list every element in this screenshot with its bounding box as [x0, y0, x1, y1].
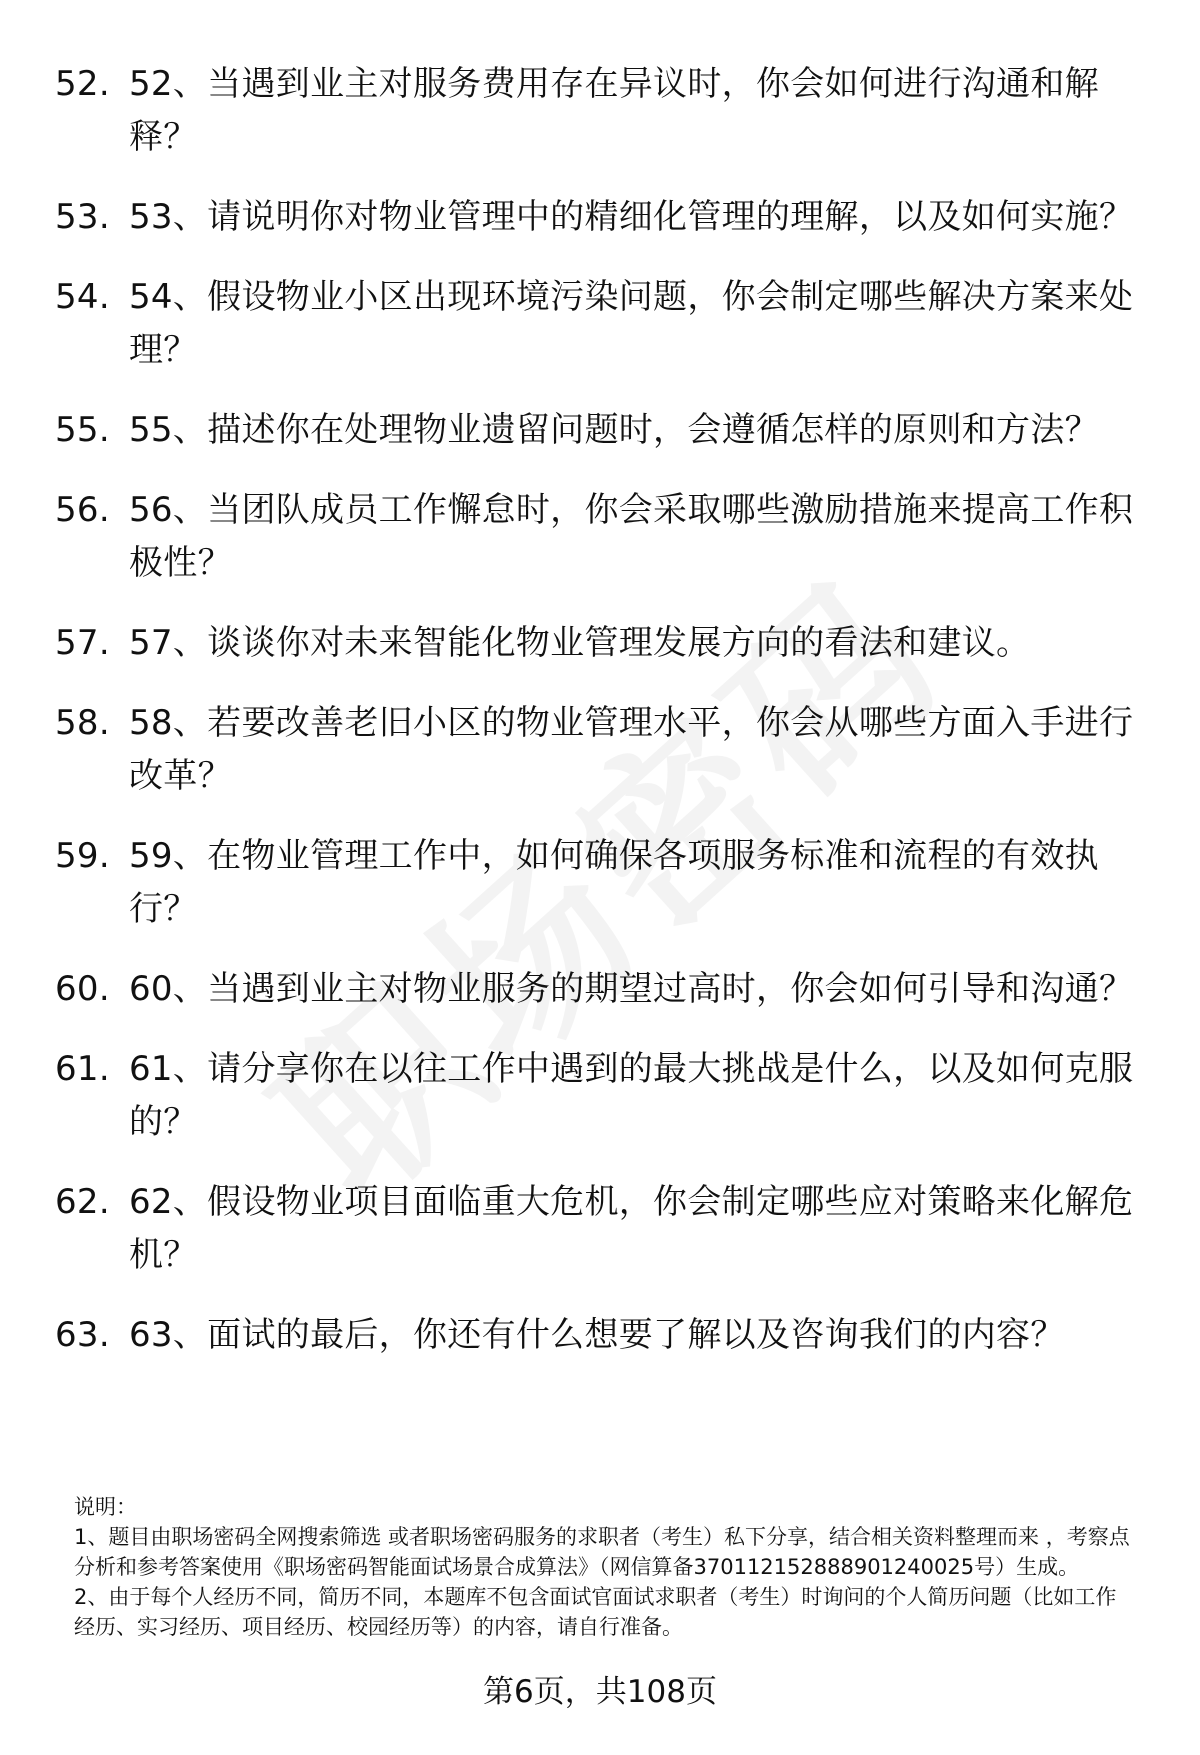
question-item	[55, 617, 1145, 670]
question-text: 63、面试的最后，你还有什么想要了解以及咨询我们的内容？	[129, 1315, 1065, 1355]
question-number: 60.	[55, 969, 110, 1009]
question-list	[55, 58, 1145, 1389]
question-text: 54、假设物业小区出现环境污染问题，你会制定哪些解决方案来处理？	[129, 277, 1134, 370]
question-number: 59.	[55, 836, 110, 876]
question-item	[55, 271, 1145, 377]
question-text: 58、若要改善老旧小区的物业管理水平，你会从哪些方面入手进行改革？	[129, 703, 1134, 796]
question-item	[55, 697, 1145, 803]
question-item	[55, 58, 1145, 164]
question-text: 53、请说明你对物业管理中的精细化管理的理解，以及如何实施？	[129, 197, 1134, 237]
question-item	[55, 830, 1145, 936]
question-text: 56、当团队成员工作懈怠时，你会采取哪些激励措施来提高工作积极性？	[129, 490, 1134, 583]
question-number: 61.	[55, 1049, 110, 1089]
question-item	[55, 1176, 1145, 1282]
question-number: 58.	[55, 703, 110, 743]
notes-section	[74, 1492, 1134, 1642]
question-item	[55, 963, 1145, 1016]
question-text: 60、当遇到业主对物业服务的期望过高时，你会如何引导和沟通？	[129, 969, 1134, 1009]
question-number: 55.	[55, 410, 110, 450]
notes-title: 说明：	[74, 1495, 137, 1519]
question-number: 53.	[55, 197, 110, 237]
question-text: 59、在物业管理工作中，如何确保各项服务标准和流程的有效执行？	[129, 836, 1099, 929]
question-text: 52、当遇到业主对服务费用存在异议时，你会如何进行沟通和解释？	[129, 64, 1099, 157]
question-number: 57.	[55, 623, 110, 663]
question-item	[55, 191, 1145, 244]
page-number: 第6页，共108页	[483, 1674, 717, 1710]
question-number: 63.	[55, 1315, 110, 1355]
question-text: 57、谈谈你对未来智能化物业管理发展方向的看法和建议。	[129, 623, 1031, 663]
question-number: 52.	[55, 64, 110, 104]
question-number: 56.	[55, 490, 110, 530]
notes-line: 2、由于每个人经历不同，简历不同，本题库不包含面试官面试求职者（考生）时询问的个人简历问题（比如工作经历、实习经历、项目经历、校园经历等）的内容，请自行准备。	[74, 1585, 1117, 1639]
question-number: 62.	[55, 1182, 110, 1222]
question-item	[55, 484, 1145, 590]
question-text: 61、请分享你在以往工作中遇到的最大挑战是什么，以及如何克服的？	[129, 1049, 1134, 1142]
question-text: 55、描述你在处理物业遗留问题时，会遵循怎样的原则和方法？	[129, 410, 1099, 450]
question-number: 54.	[55, 277, 110, 317]
question-text: 62、假设物业项目面临重大危机，你会制定哪些应对策略来化解危机？	[129, 1182, 1134, 1275]
question-item	[55, 1309, 1145, 1362]
question-item	[55, 404, 1145, 457]
notes-line: 1、题目由职场密码全网搜索筛选 或者职场密码服务的求职者（考生）私下分享，结合相关资料整理而来 ，考察点分析和参考答案使用《职场密码智能面试场景合成算法》（网信算备370112152888901240025号）生成。	[74, 1525, 1130, 1579]
question-item	[55, 1043, 1145, 1149]
